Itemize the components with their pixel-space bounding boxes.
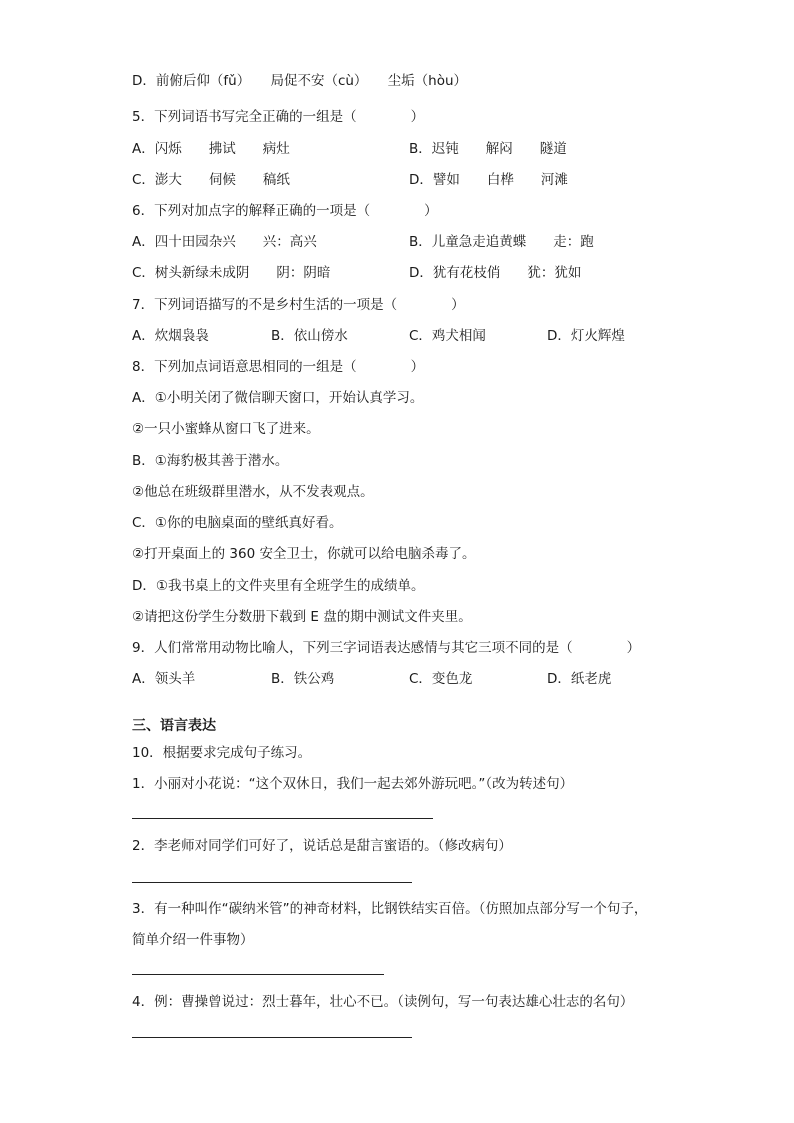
q10-sentence-3b: 简单介绍一件事物） (132, 932, 254, 948)
q9-stem: 9．人们常常用动物比喻人，下列三字词语表达感情与其它三项不同的是（ ） (132, 640, 641, 656)
q7-option-a: A．炊烟袅袅 (132, 328, 209, 344)
q8-d1: D．①我书桌上的文件夹里有全班学生的成绩单。 (132, 578, 425, 594)
q8-c2: ②打开桌面上的 360 安全卫士，你就可以给电脑杀毒了。 (132, 546, 476, 562)
answer-line-1[interactable] (132, 818, 433, 819)
q9-option-a: A．领头羊 (132, 671, 196, 687)
q6-option-b: B．儿童急走追黄蝶 走：跑 (409, 234, 594, 250)
q5-option-c: C．澎大 伺候 稿纸 (132, 172, 290, 188)
q10-stem: 10．根据要求完成句子练习。 (132, 745, 312, 761)
q10-sentence-3a: 3．有一种叫作“碳纳米管”的神奇材料，比钢铁结实百倍。（仿照加点部分写一个句子， (132, 901, 648, 917)
q8-b1: B．①海豹极其善于潜水。 (132, 453, 289, 469)
q6-option-d: D．犹有花枝俏 犹：犹如 (409, 265, 582, 281)
q7-option-c: C．鸡犬相闻 (409, 328, 486, 344)
q5-stem: 5．下列词语书写完全正确的一组是（ ） (132, 109, 425, 125)
q8-b2: ②他总在班级群里潜水，从不发表观点。 (132, 484, 374, 500)
q10-sentence-1: 1．小丽对小花说：“这个双休日，我们一起去郊外游玩吧。”（改为转述句） (132, 776, 574, 792)
answer-line-2[interactable] (132, 882, 412, 883)
q6-stem: 6．下列对加点字的解释正确的一项是（ ） (132, 203, 438, 219)
answer-line-4[interactable] (132, 1037, 412, 1038)
section-heading: 三、语言表达 (132, 718, 216, 734)
q5-option-d: D．譬如 白桦 河滩 (409, 172, 568, 188)
q8-stem: 8．下列加点词语意思相同的一组是（ ） (132, 359, 425, 375)
q9-option-b: B．铁公鸡 (271, 671, 335, 687)
q8-d2: ②请把这份学生分数册下载到 E 盘的期中测试文件夹里。 (132, 609, 472, 625)
q10-sentence-2: 2．李老师对同学们可好了，说话总是甜言蜜语的。（修改病句） (132, 838, 512, 854)
q9-option-d: D．纸老虎 (547, 671, 612, 687)
q5-option-a: A．闪烁 拂试 病灶 (132, 141, 290, 157)
q8-c1: C．①你的电脑桌面的壁纸真好看。 (132, 515, 343, 531)
q8-a2: ②一只小蜜蜂从窗口飞了进来。 (132, 421, 320, 437)
q7-stem: 7．下列词语描写的不是乡村生活的一项是（ ） (132, 297, 465, 313)
q10-sentence-4: 4．例：曹操曾说过：烈士暮年，壮心不已。（读例句，写一句表达雄心壮志的名句） (132, 994, 634, 1010)
q7-option-b: B．依山傍水 (271, 328, 348, 344)
answer-line-3[interactable] (132, 974, 384, 975)
q6-option-c: C．树头新绿未成阴 阴：阴暗 (132, 265, 331, 281)
q6-option-a: A．四十田园杂兴 兴：高兴 (132, 234, 317, 250)
q4-option-d: D．前俯后仰（fǔ） 局促不安（cù） 尘垢（hòu） (132, 73, 468, 89)
q8-a1: A．①小明关闭了微信聊天窗口，开始认真学习。 (132, 390, 424, 406)
q7-option-d: D．灯火辉煌 (547, 328, 625, 344)
q5-option-b: B．迟钝 解闷 隧道 (409, 141, 567, 157)
q9-option-c: C．变色龙 (409, 671, 473, 687)
